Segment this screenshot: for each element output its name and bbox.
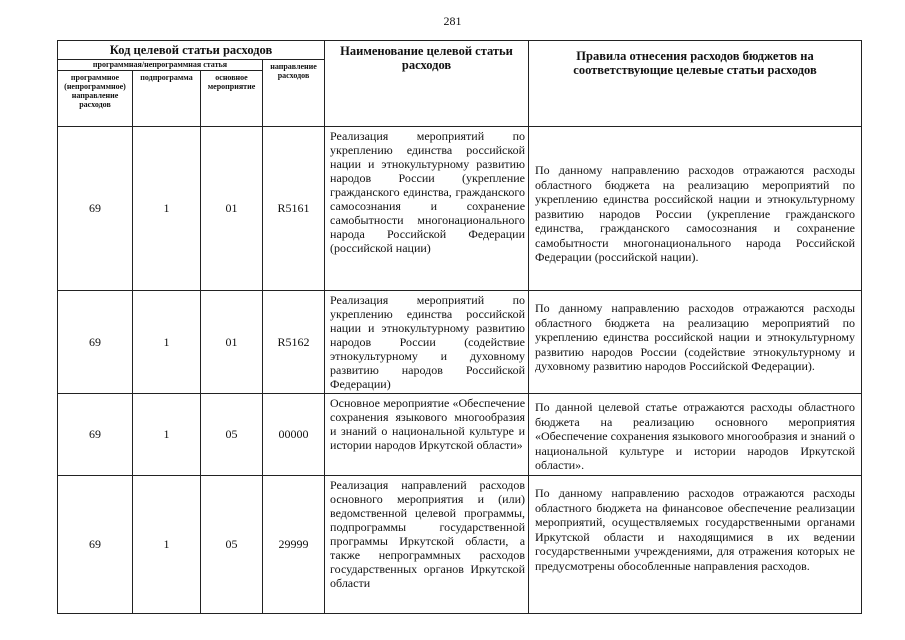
subprogram-cell: 1 bbox=[133, 394, 201, 476]
direction-cell: 00000 bbox=[263, 394, 325, 476]
program-cell: 69 bbox=[58, 394, 133, 476]
rules-cell: По данному направлению расходов отражаются расходы областного бюджета на финансовое обеспечение реализации мероприятий, осуществляемых государственными органами Иркутской области и находящимися в их ведении государственными учреждениями, для отражения которых не предусмотрены обособленные направления расходов. bbox=[529, 476, 862, 614]
name-cell: Реализация мероприятий по укреплению единства российской нации и этнокультурному развитию народов России (содействие этнокультурному и духовному развитию народов Российской Федерации) bbox=[325, 291, 529, 394]
subprogram-cell: 1 bbox=[133, 127, 201, 291]
program-cell: 69 bbox=[58, 291, 133, 394]
activity-cell: 05 bbox=[201, 394, 263, 476]
direction-cell: 29999 bbox=[263, 476, 325, 614]
name-cell: Реализация мероприятий по укреплению единства российской нации и этнокультурному развитию народов России (укрепление гражданского единства, гражданского самосознания и сохранение самобытности многонационального народа Российской Федерации (российской нации) bbox=[325, 127, 529, 291]
table-row bbox=[58, 394, 862, 476]
page-number: 281 bbox=[443, 14, 462, 28]
main-activity-header: основное мероприятие bbox=[201, 71, 263, 127]
program-cell: 69 bbox=[58, 476, 133, 614]
activity-cell: 01 bbox=[201, 291, 263, 394]
subprogram-header: подпрограмма bbox=[133, 71, 201, 127]
subprogram-cell: 1 bbox=[133, 476, 201, 614]
activity-cell: 05 bbox=[201, 476, 263, 614]
rules-cell: По данному направлению расходов отражаются расходы областного бюджета на реализацию мероприятий по укреплению единства российской нации и этнокультурному развитию народов России (содействие этнокультурному и духовному развитию народов Российской Федерации). bbox=[529, 291, 862, 394]
direction-cell: R5161 bbox=[263, 127, 325, 291]
header-row-1 bbox=[58, 41, 862, 60]
name-cell: Реализация направлений расходов основного мероприятия и (или) ведомственной целевой программы, подпрограммы государственной программы Иркутской области, а также непрограммных расходов государственных органов Иркутской области bbox=[325, 476, 529, 614]
subprogram-cell: 1 bbox=[133, 291, 201, 394]
activity-cell: 01 bbox=[201, 127, 263, 291]
table-row bbox=[58, 127, 862, 291]
rules-header: Правила отнесения расходов бюджетов на соответствующие целевые статьи расходов bbox=[529, 41, 862, 127]
rules-cell: По данному направлению расходов отражаются расходы областного бюджета на реализацию мероприятий по укреплению единства российской нации и этнокультурному развитию народов России (укрепление гражданского единства, гражданского самосознания и сохранение самобытности многонационального народа Российской Федерации (российской нации). bbox=[529, 127, 862, 291]
rules-cell: По данной целевой статье отражаются расходы областного бюджета на реализацию основного мероприятия «Обеспечение сохранения языкового многообразия и знаний о национальной культуре и истории народов Иркутской области». bbox=[529, 394, 862, 476]
program-group-header: программная/непрограммная статья bbox=[58, 60, 263, 71]
name-header: Наименование целевой статьи расходов bbox=[325, 41, 529, 127]
table-row bbox=[58, 476, 862, 614]
name-cell: Основное мероприятие «Обеспечение сохранения языкового многообразия и знаний о национальной культуре и истории народов Иркутской области» bbox=[325, 394, 529, 476]
table-row bbox=[58, 291, 862, 394]
direction-cell: R5162 bbox=[263, 291, 325, 394]
program-cell: 69 bbox=[58, 127, 133, 291]
direction-header: направление расходов bbox=[263, 60, 325, 127]
program-header: программное (непрограммное) направление расходов bbox=[58, 71, 133, 127]
code-header: Код целевой статьи расходов bbox=[58, 41, 325, 60]
target-articles-table bbox=[57, 40, 862, 614]
